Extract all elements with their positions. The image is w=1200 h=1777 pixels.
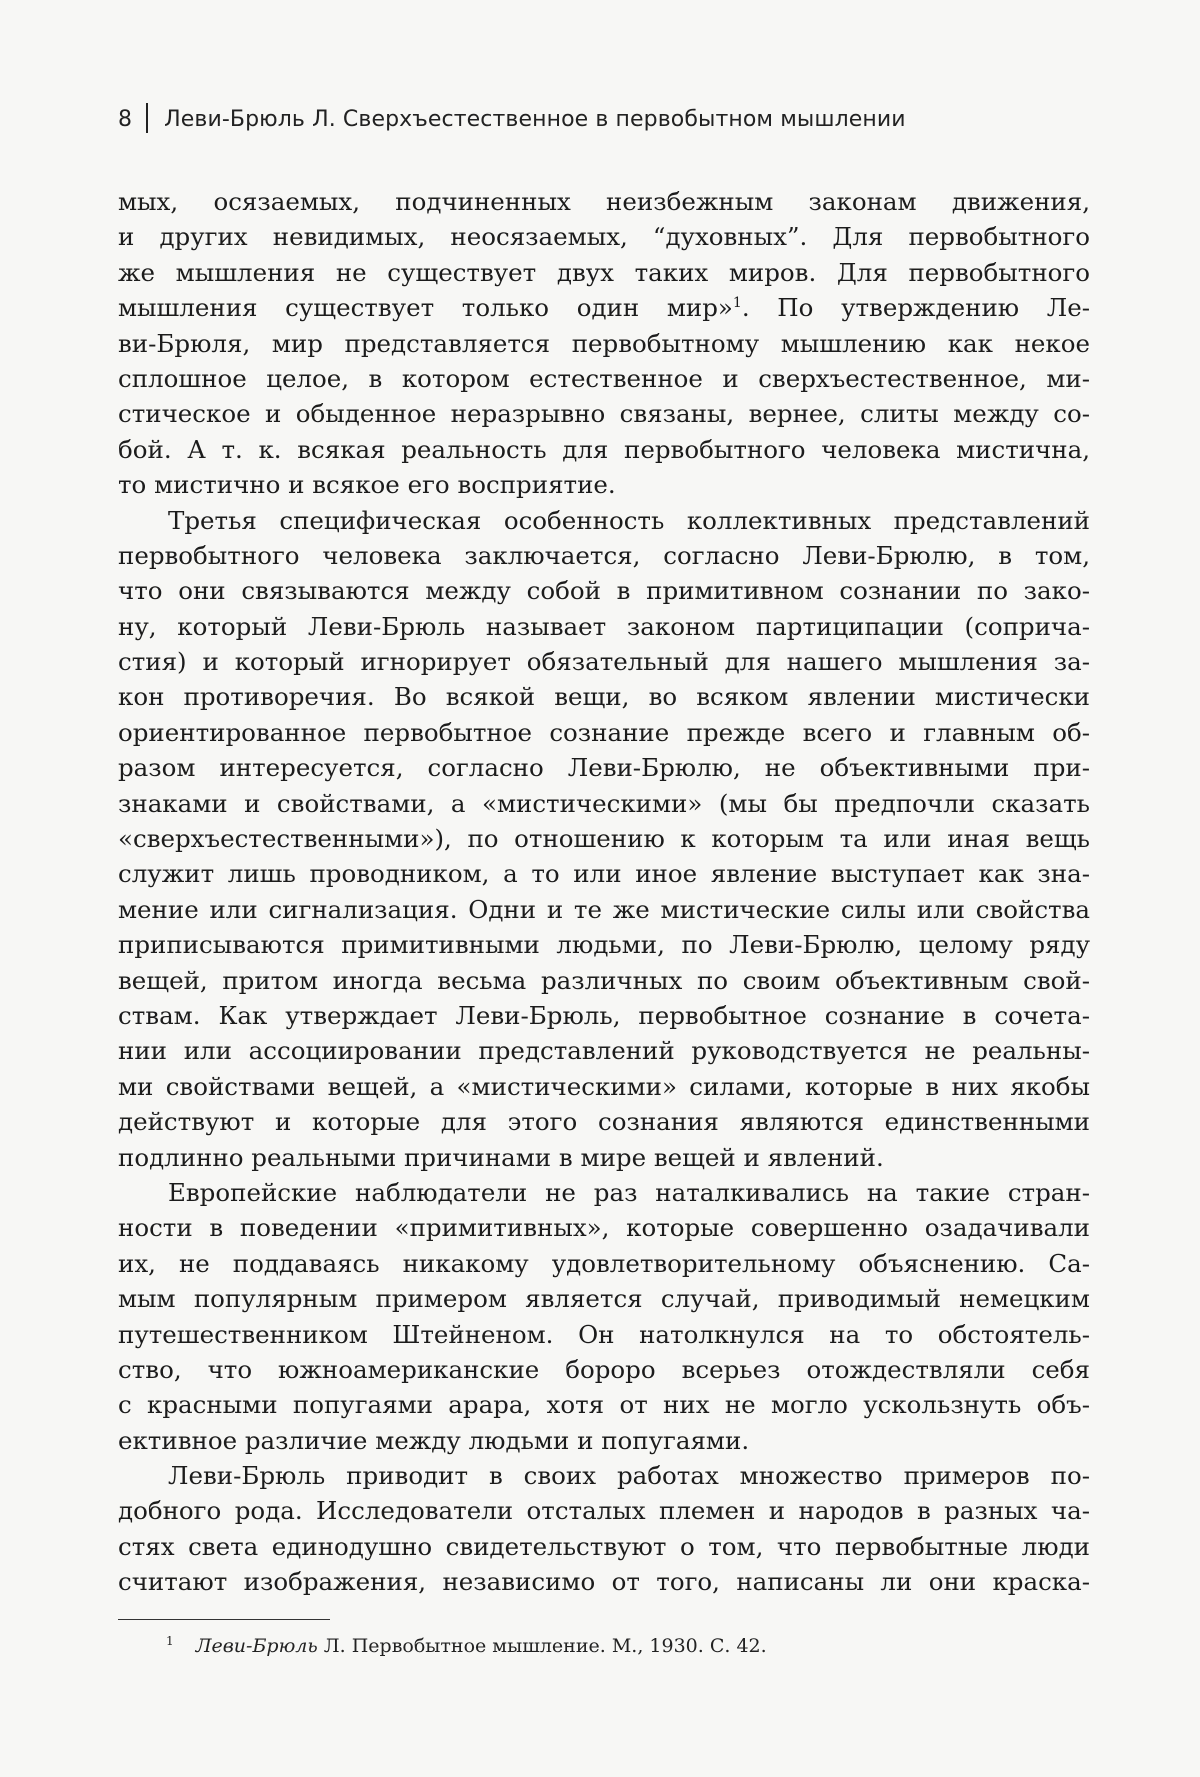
page-number: 8 [118,107,133,132]
text-line: стях света единодушно свидетельствуют о том, что первобытные люди [118,1531,1090,1561]
text-line: ности в поведении «примитивных», которые совершенно озадачивали [118,1213,1090,1243]
paragraph-start: Третья специфическая особенность коллективных представлений [168,505,1090,535]
text-line: бой. А т. к. всякая реальность для первобытного человека мистична, [118,434,1090,464]
text-line: вещей, притом иногда весьма различных по своим объективным свой- [118,965,1090,995]
text-line [118,290,1090,325]
footnote-text: Л. Первобытное мышление. М., 1930. С. 42. [323,1635,767,1657]
text-line: действуют и которые для этого сознания являются единственными [118,1107,1090,1137]
text-line: кон противоречия. Во всякой вещи, во всяком явлении мистически [118,682,1090,712]
paragraph-start: Леви-Брюль приводит в своих работах множество примеров по- [168,1461,1090,1491]
text-line: «сверхъестественными»), по отношению к которым та или иная вещь [118,824,1090,854]
footnote-mark: 1 [166,1634,174,1648]
text-fragment: мышления существует только один мир» [118,293,733,323]
text-fragment: . По утверждению Ле- [741,293,1091,323]
text-line: же мышления не существует двух таких миров. Для первобытного [118,257,1090,287]
text-line: мых, осязаемых, подчиненных неизбежным законам движения, [118,187,1090,216]
paragraph-start: Европейские наблюдатели не раз наталкивались на такие стран- [168,1177,1090,1207]
text-line: ориентированное первобытное сознание прежде всего и главным об- [118,717,1090,747]
text-line: первобытного человека заключается, согласно Леви-Брюлю, в том, [118,540,1090,570]
text-line: приписываются примитивными людьми, по Леви-Брюлю, целому ряду [118,930,1090,960]
text-line: ну, который Леви-Брюль называет законом партиципации (соприча- [118,611,1090,641]
footnote-divider [118,1619,330,1620]
running-title: Леви-Брюль Л. Сверхъестественное в первобытном мышлении [164,107,906,132]
text-line: ективное различие между людьми и попугаями. [118,1425,750,1455]
text-line: добного рода. Исследователи отсталых племен и народов в разных ча- [118,1496,1090,1526]
text-line: ми свойствами вещей, а «мистическими» силами, которые в них якобы [118,1071,1090,1101]
header-separator [146,103,148,133]
text-line: их, не поддаваясь никакому удовлетворительному объяснению. Са- [118,1248,1090,1278]
text-line: сплошное целое, в котором естественное и сверхъестественное, ми- [118,363,1090,393]
text-line: подлинно реальными причинами в мире вещей и явлений. [118,1142,884,1172]
text-line: служит лишь проводником, а то или иное явление выступает как зна- [118,859,1090,889]
text-line: разом интересуется, согласно Леви-Брюлю, не объективными при- [118,753,1090,783]
text-line: с красными попугаями арара, хотя от них не могло ускользнуть объ- [118,1390,1090,1420]
text-line: мым популярным примером является случай, приводимый немецким [118,1284,1090,1314]
text-line: знаками и свойствами, а «мистическими» (мы бы предпочли сказать [118,788,1090,818]
text-line: что они связываются между собой в примитивном сознании по зако- [118,576,1090,606]
text-line: стия) и который игнорирует обязательный для нашего мышления за- [118,647,1090,677]
running-head [118,103,906,133]
text-line: и других невидимых, неосязаемых, “духовных”. Для первобытного [118,222,1090,252]
text-line: стическое и обыденное неразрывно связаны, вернее, слиты между со- [118,399,1090,429]
text-line: то мистично и всякое его восприятие. [118,470,616,500]
footnote-author: Леви-Брюль [195,1635,318,1657]
text-line: путешественником Штейненом. Он натолкнулся на то обстоятель- [118,1319,1090,1349]
text-line: мение или сигнализация. Одни и те же мистические силы или свойства [118,894,1090,924]
main-text [118,184,1090,1600]
text-line: ви-Брюля, мир представляется первобытному мышлению как некое [118,328,1090,358]
text-line: нии или ассоциировании представлений руководствуется не реальны- [118,1036,1090,1066]
text-line: ство, что южноамериканские бороро всерьез отождествляли себя [118,1354,1090,1384]
footnote-ref[interactable]: 1 [732,295,742,312]
text-line: считают изображения, независимо от того, написаны ли они краска- [118,1567,1090,1597]
footnote [166,1634,767,1657]
text-line: ствам. Как утверждает Леви-Брюль, первобытное сознание в сочета- [118,1000,1090,1030]
